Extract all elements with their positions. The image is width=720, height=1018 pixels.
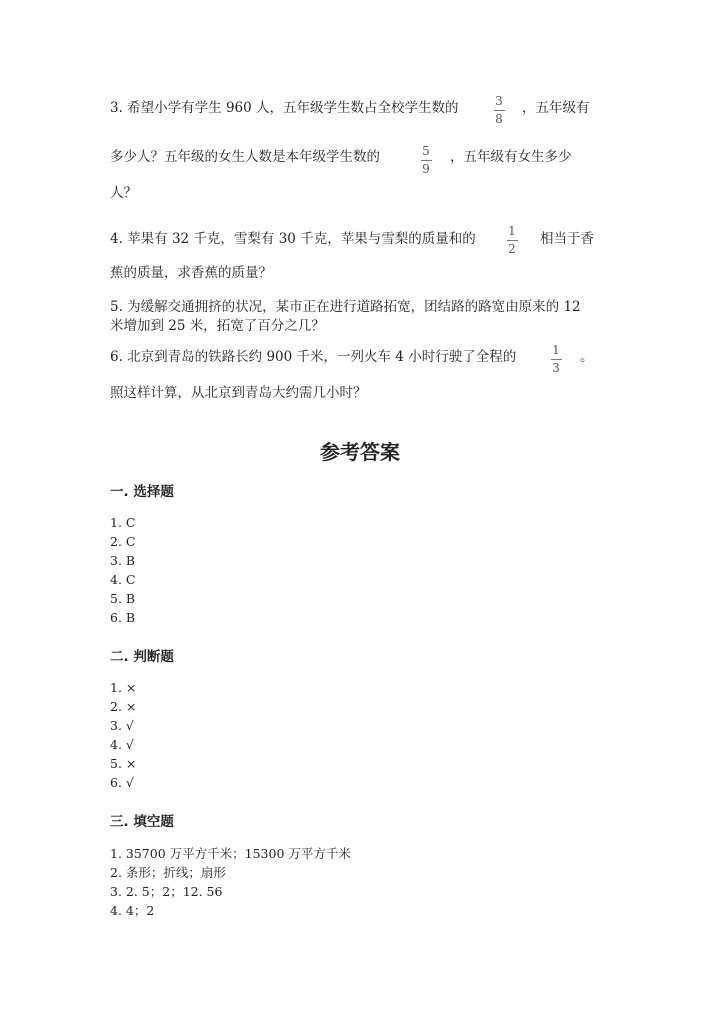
list-item: 2. C	[110, 534, 136, 549]
q6-line1: 6. 北京到青岛的铁路长约 900 千米，一列火车 4 小时行驶了全程的	[110, 349, 517, 365]
list-item: 6. B	[110, 610, 136, 625]
q5-line2: 米增加到 25 米，拓宽了百分之几？	[110, 318, 325, 334]
list-item: 3. B	[110, 553, 136, 568]
q3-line1-tail: ，五年级有	[522, 100, 590, 116]
list-item: 2. ×	[110, 699, 137, 714]
fraction-bar	[507, 240, 518, 241]
list-item: 6. √	[110, 775, 134, 790]
q4-line1-tail: 相当于香	[540, 231, 594, 247]
choice-answers-list	[110, 513, 135, 627]
section-heading-fill-blank: 三. 填空题	[110, 814, 174, 830]
q4-line1: 4. 苹果有 32 千克，雪梨有 30 千克，苹果与雪梨的质量和的	[110, 231, 476, 247]
fraction-denominator: 8	[495, 112, 503, 126]
list-item: 4. √	[110, 737, 134, 752]
list-item: 5. ×	[110, 756, 137, 771]
q3-line1	[110, 99, 459, 117]
q3-line2: 多少人？五年级的女生人数是本年级学生数的	[110, 149, 380, 165]
fraction-numerator: 1	[508, 224, 516, 238]
list-item: 3. 2. 5；2；12. 56	[110, 884, 223, 899]
fraction-bar	[421, 160, 432, 161]
q5-line1: 5. 为缓解交通拥挤的状况，某市正在进行道路拓宽，团结路的路宽由原来的 12	[110, 299, 581, 315]
fraction-numerator: 3	[495, 94, 503, 108]
q4-line2: 蕉的质量，求香蕉的质量？	[110, 265, 272, 281]
fraction-numerator: 5	[422, 144, 430, 158]
list-item: 1. C	[110, 515, 136, 530]
fraction-denominator: 3	[552, 361, 560, 375]
list-item: 1. 35700 万平方千米；15300 万平方千米	[110, 846, 351, 861]
q6-line2: 照这样计算，从北京到青岛大约需几小时？	[110, 385, 367, 401]
section-heading-judgement: 二. 判断题	[110, 649, 174, 665]
q3-line3: 人？	[110, 185, 137, 201]
fraction-bar	[494, 110, 505, 111]
fraction-denominator: 9	[422, 162, 430, 176]
q6-fraction-1-3	[548, 344, 564, 375]
list-item: 2. 条形；折线；扇形	[110, 865, 226, 880]
list-item: 4. C	[110, 572, 136, 587]
list-item: 5. B	[110, 591, 136, 606]
fraction-bar	[551, 359, 562, 360]
judgement-answers-list	[110, 678, 136, 792]
list-item: 4. 4；2	[110, 903, 155, 918]
q3-fraction-3-8	[491, 95, 507, 126]
q4-fraction-1-2	[504, 225, 520, 256]
section-heading-choice: 一. 选择题	[110, 484, 174, 500]
list-item: 1. ×	[110, 680, 137, 695]
q3-line2-tail: ，五年级有女生多少	[450, 149, 572, 165]
q6-line1-tail: 。	[580, 349, 594, 365]
list-item: 3. √	[110, 718, 134, 733]
fraction-numerator: 1	[552, 343, 560, 357]
fill-blank-answers-list	[110, 844, 351, 920]
q3-fraction-5-9	[418, 145, 434, 176]
fraction-denominator: 2	[508, 242, 516, 256]
answers-title: 参考答案	[320, 440, 400, 464]
q3-text-a: 3. 希望小学有学生 960 人，五年级学生数占全校学生数的	[110, 100, 459, 116]
